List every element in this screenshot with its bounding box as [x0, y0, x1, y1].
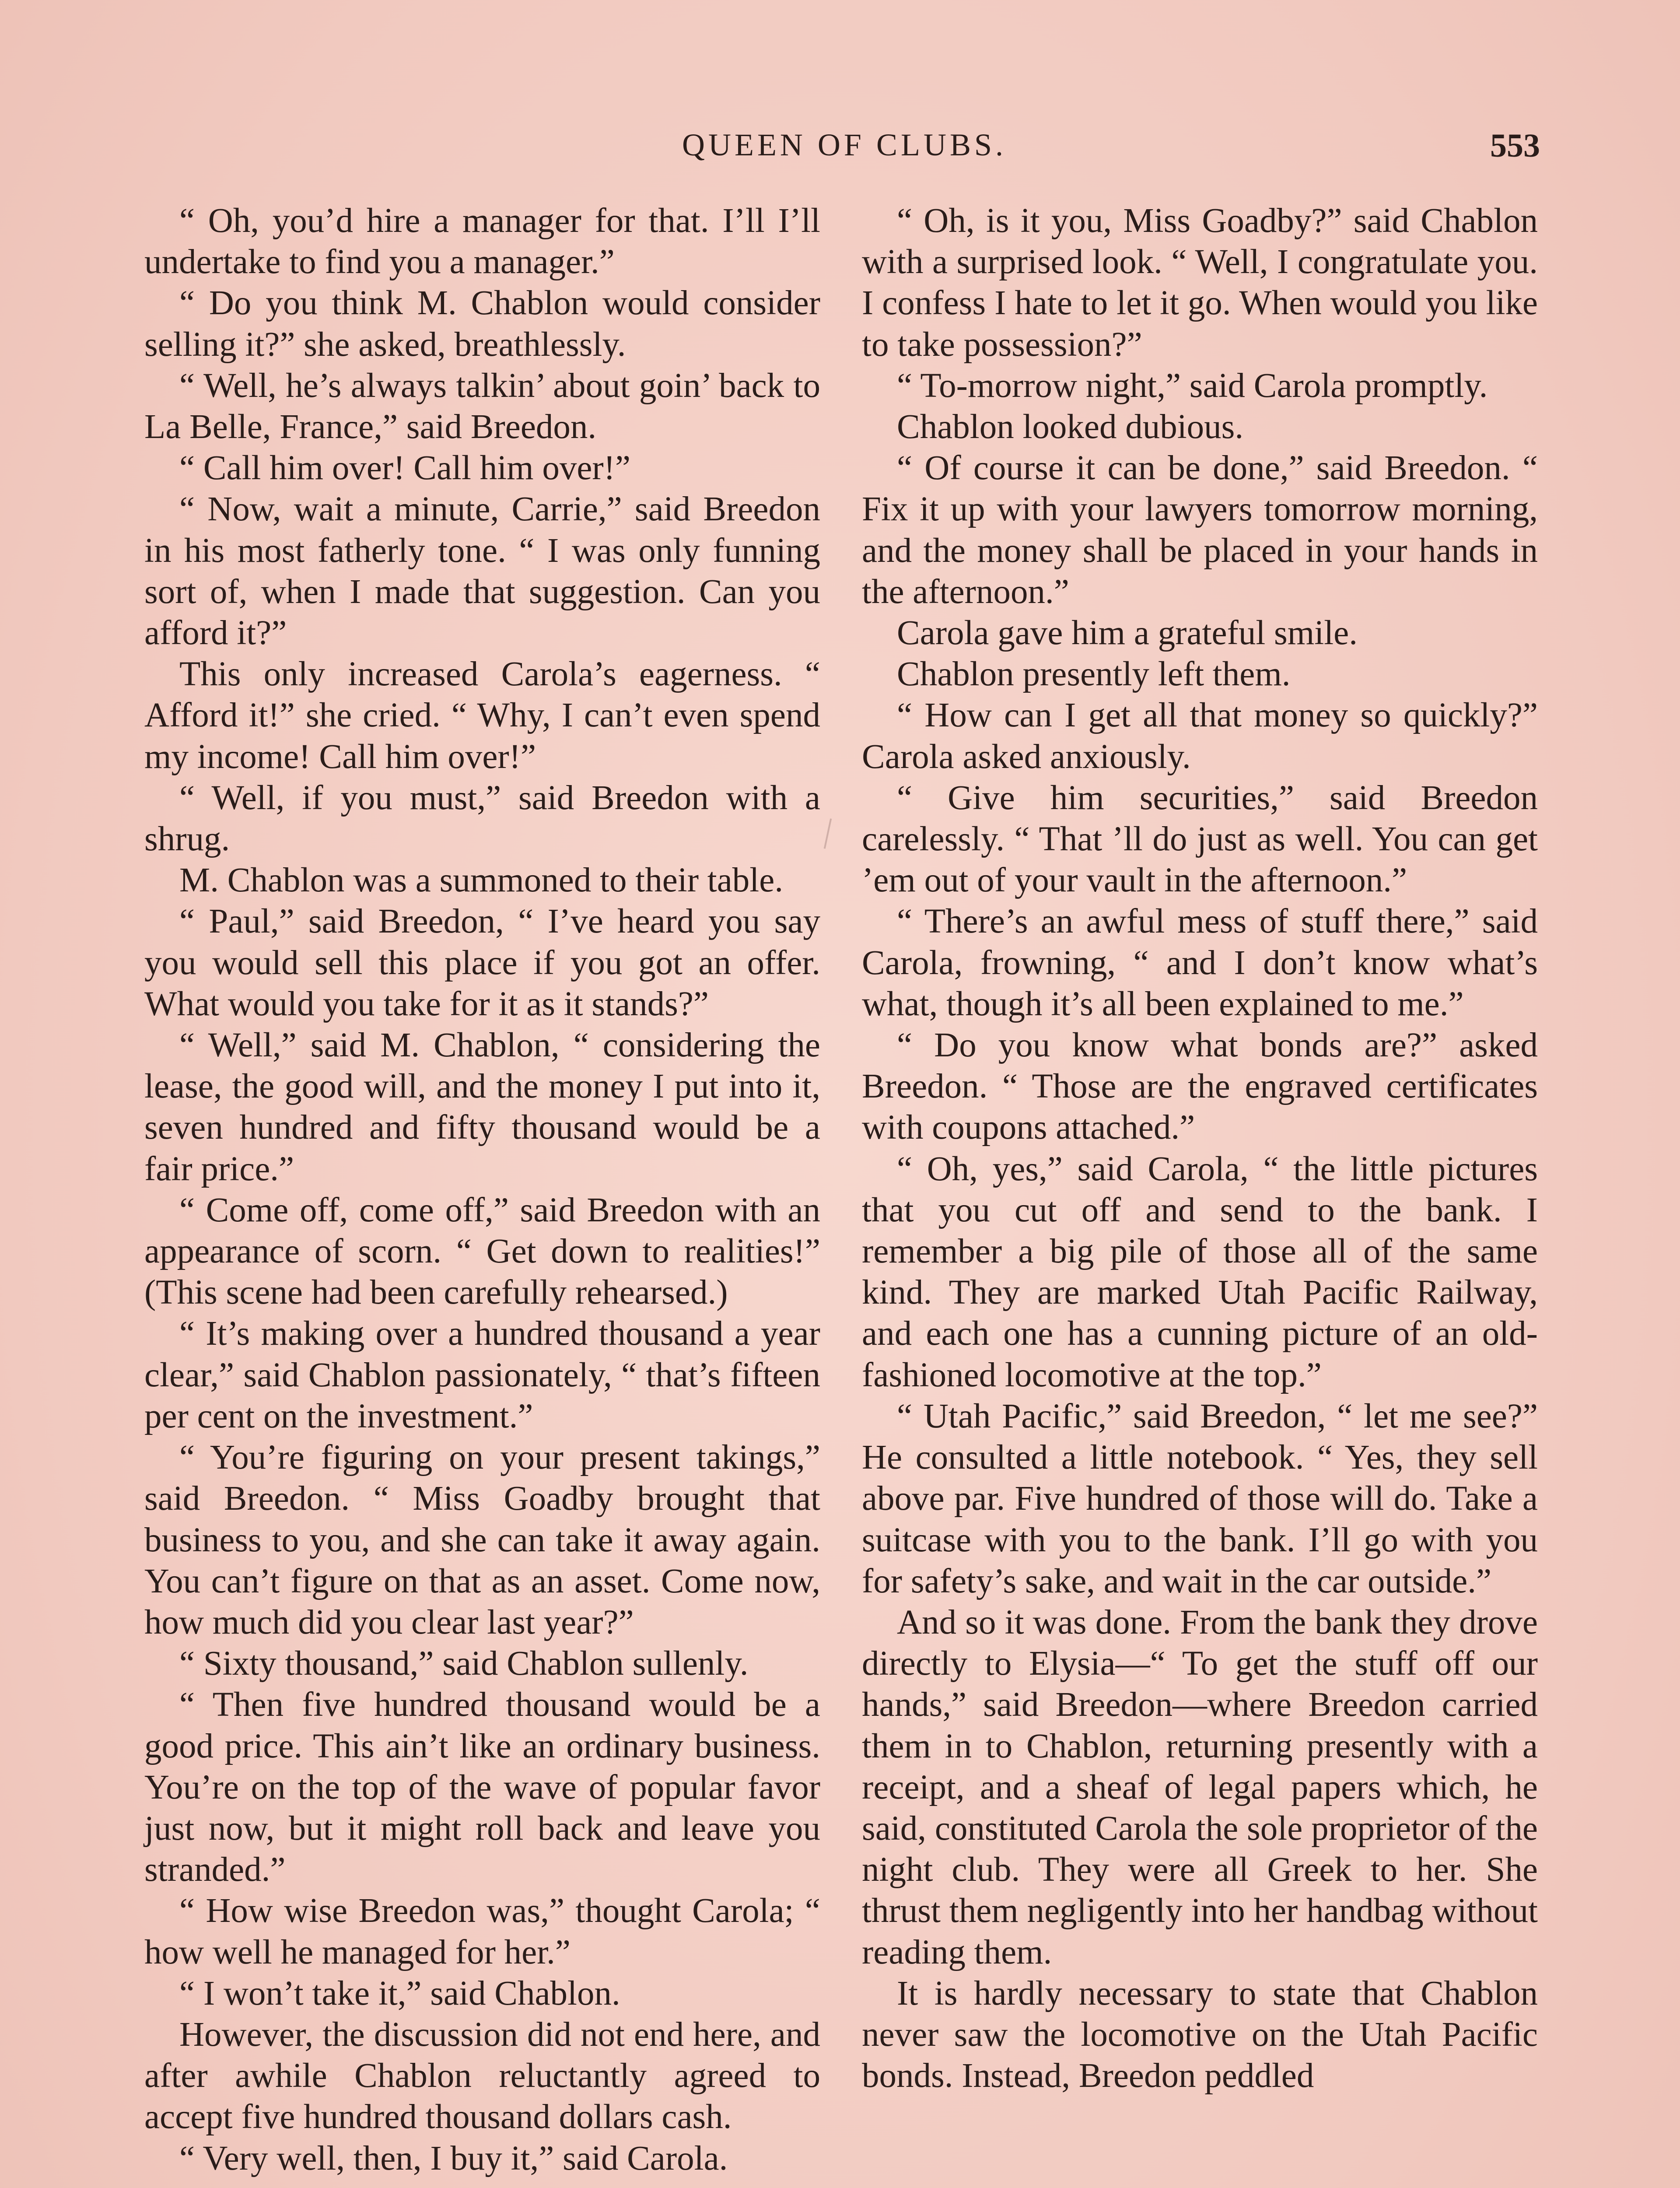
paragraph: “ Oh, is it you, Miss Goadby?” said Chablon with a surprised look. “ Well, I congratulate you. I confess I hate to let it go. When would you like to take possession?” — [862, 202, 1538, 364]
paragraph: Chablon looked dubious. — [897, 408, 1244, 446]
paragraph: “ Well, he’s always talkin’ about goin’ back to La Belle, France,” said Breedon. — [144, 366, 820, 446]
paragraph: “ Well, if you must,” said Breedon with a shrug. — [144, 778, 820, 859]
paragraph: “ Do you think M. Chablon would consider selling it?” she asked, breathlessly. — [144, 284, 820, 364]
paragraph: “ Do you know what bonds are?” asked Breedon. “ Those are the engraved certificates with coupons attached.” — [862, 1026, 1538, 1147]
paragraph: “ To-morrow night,” said Carola promptly. — [897, 366, 1488, 405]
paragraph: “ It’s making over a hundred thousand a year clear,” said Chablon passionately, “ that’s fifteen per cent on the investment.” — [144, 1315, 820, 1435]
paragraph: “ You’re figuring on your present takings,” said Breedon. “ Miss Goadby brought that business to you, and she can take it away again. You can’t figure on that as an asset. Come now, how much did you clear last year?” — [144, 1438, 820, 1641]
page-number: 553 — [1490, 127, 1540, 164]
paragraph: “ How can I get all that money so quickly?” Carola asked anxiously. — [862, 696, 1538, 776]
paragraph: It is hardly necessary to state that Chablon never saw the locomotive on the Utah Pacific bonds. Instead, Breedon peddled — [862, 1974, 1538, 2095]
paragraph: “ I won’t take it,” said Chablon. — [179, 1974, 620, 2013]
paragraph: M. Chablon was a summoned to their table. — [179, 861, 784, 900]
paragraph: “ Oh, you’d hire a manager for that. I’ll I’ll undertake to find you a manager.” — [144, 202, 820, 281]
paragraph: “ Now, wait a minute, Carrie,” said Breedon in his most fatherly tone. “ I was only funning sort of, when I made that suggestion. Can you afford it?” — [144, 490, 820, 652]
paragraph: “ Call him over! Call him over!” — [179, 449, 631, 487]
paragraph: “ Paul,” said Breedon, “ I’ve heard you say you would sell this place if you got an offer. What would you take for it as it stands?” — [144, 902, 820, 1023]
paragraph: “ Give him securities,” said Breedon carelessly. “ That ’ll do just as well. You can get ’em out of your vault in the afternoon.” — [862, 778, 1538, 900]
paragraph: However, the discussion did not end here, and after awhile Chablon reluctantly agreed to accept five hundred thousand dollars cash. — [144, 2015, 820, 2136]
paragraph: “ Come off, come off,” said Breedon with an appearance of scorn. “ Get down to realities!” (This scene had been carefully rehearsed.) — [144, 1191, 820, 1312]
paragraph: “ There’s an awful mess of stuff there,” said Carola, frowning, “ and I don’t know what’s what, though it’s all been explained to me.” — [862, 902, 1538, 1023]
paragraph: “ Of course it can be done,” said Breedon. “ Fix it up with your lawyers tomorrow morning, and the money shall be placed in your hands in the afternoon.” — [862, 449, 1538, 611]
page-header — [149, 127, 1540, 175]
print-mark — [824, 818, 832, 849]
paragraph: “ Sixty thousand,” said Chablon sullenly. — [179, 1645, 749, 1683]
paragraph: And so it was done. From the bank they drove directly to Elysia—“ To get the stuff off our hands,” said Breedon—where Breedon carried them in to Chablon, returning presently with a receipt, and a sheaf of legal papers which, he said, constituted Carola the sole proprietor of the night club. They were all Greek to her. She thrust them negligently into her handbag without reading them. — [862, 1603, 1538, 1971]
paragraph: “ How wise Breedon was,” thought Carola; “ how well he managed for her.” — [144, 1892, 820, 1971]
paragraph: “ Oh, yes,” said Carola, “ the little pictures that you cut off and send to the bank. I remember a big pile of those all of the same kind. They are marked Utah Pacific Railway, and each one has a cunning picture of an old-fashioned locomotive at the top.” — [862, 1150, 1538, 1394]
left-column — [144, 200, 820, 2179]
paragraph: This only increased Carola’s eagerness. “ Afford it!” she cried. “ Why, I can’t even spend my income! Call him over!” — [144, 655, 820, 776]
paragraph: Carola gave him a grateful smile. — [897, 614, 1358, 652]
running-head: QUEEN OF CLUBS. — [682, 127, 1007, 162]
paragraph: “ Utah Pacific,” said Breedon, “ let me see?” He consulted a little notebook. “ Yes, they sell above par. Five hundred of those will do. Take a suitcase with you to the bank. I’ll go with you for safety’s sake, and wait in the car outside.” — [862, 1397, 1538, 1600]
paragraph: “ Well,” said M. Chablon, “ considering the lease, the good will, and the money I put into it, seven hundred and fifty thousand would be a fair price.” — [144, 1026, 820, 1188]
right-column — [862, 200, 1538, 2097]
paragraph: Chablon presently left them. — [897, 655, 1291, 694]
paragraph: “ Very well, then, I buy it,” said Carola. — [179, 2139, 728, 2177]
paragraph: “ Then five hundred thousand would be a good price. This ain’t like an ordinary business. You’re on the top of the wave of popular favor just now, but it might roll back and leave you stranded.” — [144, 1686, 820, 1889]
